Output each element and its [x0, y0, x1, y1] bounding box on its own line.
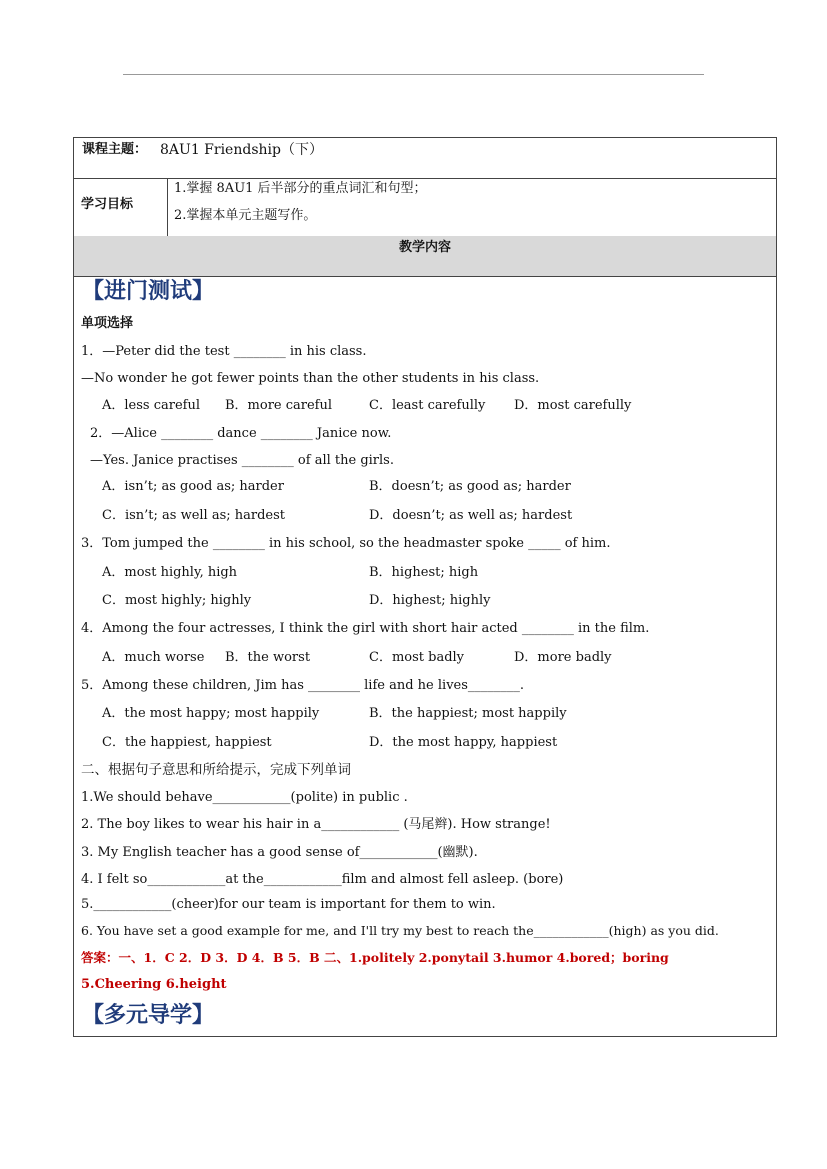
fill-in-item: 1.We should behave____________(polite) in public . — [81, 790, 408, 805]
fill-in-item: 2. The boy likes to wear his hair in a____________ (马尾辫). How strange! — [81, 817, 551, 832]
course-title: 8AU1 Friendship（下） — [160, 142, 323, 158]
lesson-table — [73, 137, 777, 1037]
option: A．isn’t; as good as; harder — [102, 479, 284, 494]
question-stem: 1．—Peter did the test ________ in his class. — [81, 344, 367, 359]
entry-test-heading: 【进门测试】 — [82, 279, 215, 304]
option: B．doesn’t; as good as; harder — [369, 479, 571, 494]
option: C．most highly; highly — [102, 593, 252, 608]
section2-title: 二、根据句子意思和所给提示，完成下列单词 — [81, 762, 351, 778]
option: C．most badly — [369, 650, 465, 665]
goal-item: 1.掌握 8AU1 后半部分的重点词汇和句型； — [174, 181, 427, 196]
question-stem: 5．Among these children, Jim has ________ life and he lives________. — [81, 678, 525, 693]
option: B．the worst — [225, 650, 311, 665]
goals-row — [74, 178, 776, 237]
option: D．the most happy, happiest — [369, 735, 558, 750]
fill-in-item: 3. My English teacher has a good sense of____________(幽默). — [81, 845, 478, 860]
content-row — [74, 236, 776, 277]
question-stem: 2．—Alice ________ dance ________ Janice now. — [90, 426, 392, 441]
option: C．the happiest, happiest — [102, 735, 272, 750]
goal-item: 2.掌握本单元主题写作。 — [174, 208, 317, 223]
fill-in-item: 5.____________(cheer)for our team is important for them to win. — [81, 897, 496, 912]
question-stem: 3．Tom jumped the ________ in his school, so the headmaster spoke _____ of him. — [81, 536, 611, 551]
course-label: 课程主题： — [82, 142, 148, 157]
fill-in-item: 4. I felt so____________at the____________film and almost fell asleep. (bore) — [81, 872, 564, 887]
answer-key: 答案：一、1．C 2．D 3．D 4．B 5．B 二、1.politely 2.ponytail 3.humor 4.bored；boring — [81, 950, 669, 965]
option: A．most highly, high — [102, 565, 238, 580]
option: D．highest; highly — [369, 593, 491, 608]
option: B．the happiest; most happily — [369, 706, 567, 721]
option: A．less careful — [102, 398, 200, 413]
option: C．isn’t; as well as; hardest — [102, 508, 286, 523]
goals-label-cell — [74, 178, 168, 236]
option: B．more careful — [225, 398, 333, 413]
answer-key: 5.Cheering 6.height — [81, 977, 227, 992]
question-stem: 4．Among the four actresses, I think the girl with short hair acted ________ in the film. — [81, 621, 650, 636]
course-row — [74, 138, 776, 179]
option: D．more badly — [514, 650, 612, 665]
option: B．highest; high — [369, 565, 479, 580]
header-rule — [123, 74, 704, 75]
question-stem: —No wonder he got fewer points than the other students in his class. — [81, 371, 540, 386]
goals-label: 学习目标 — [81, 197, 134, 212]
option: C．least carefully — [369, 398, 486, 413]
option: D．most carefully — [514, 398, 632, 413]
section1-title: 单项选择 — [81, 316, 134, 331]
content-label: 教学内容 — [399, 240, 452, 255]
option: D．doesn’t; as well as; hardest — [369, 508, 573, 523]
question-stem: —Yes. Janice practises ________ of all the girls. — [90, 453, 394, 468]
option: A．the most happy; most happily — [102, 706, 320, 721]
option: A．much worse — [102, 650, 205, 665]
next-section-heading: 【多元导学】 — [82, 1003, 215, 1028]
fill-in-item: 6. You have set a good example for me, and I'll try my best to reach the____________(high) as you did. — [81, 923, 719, 938]
